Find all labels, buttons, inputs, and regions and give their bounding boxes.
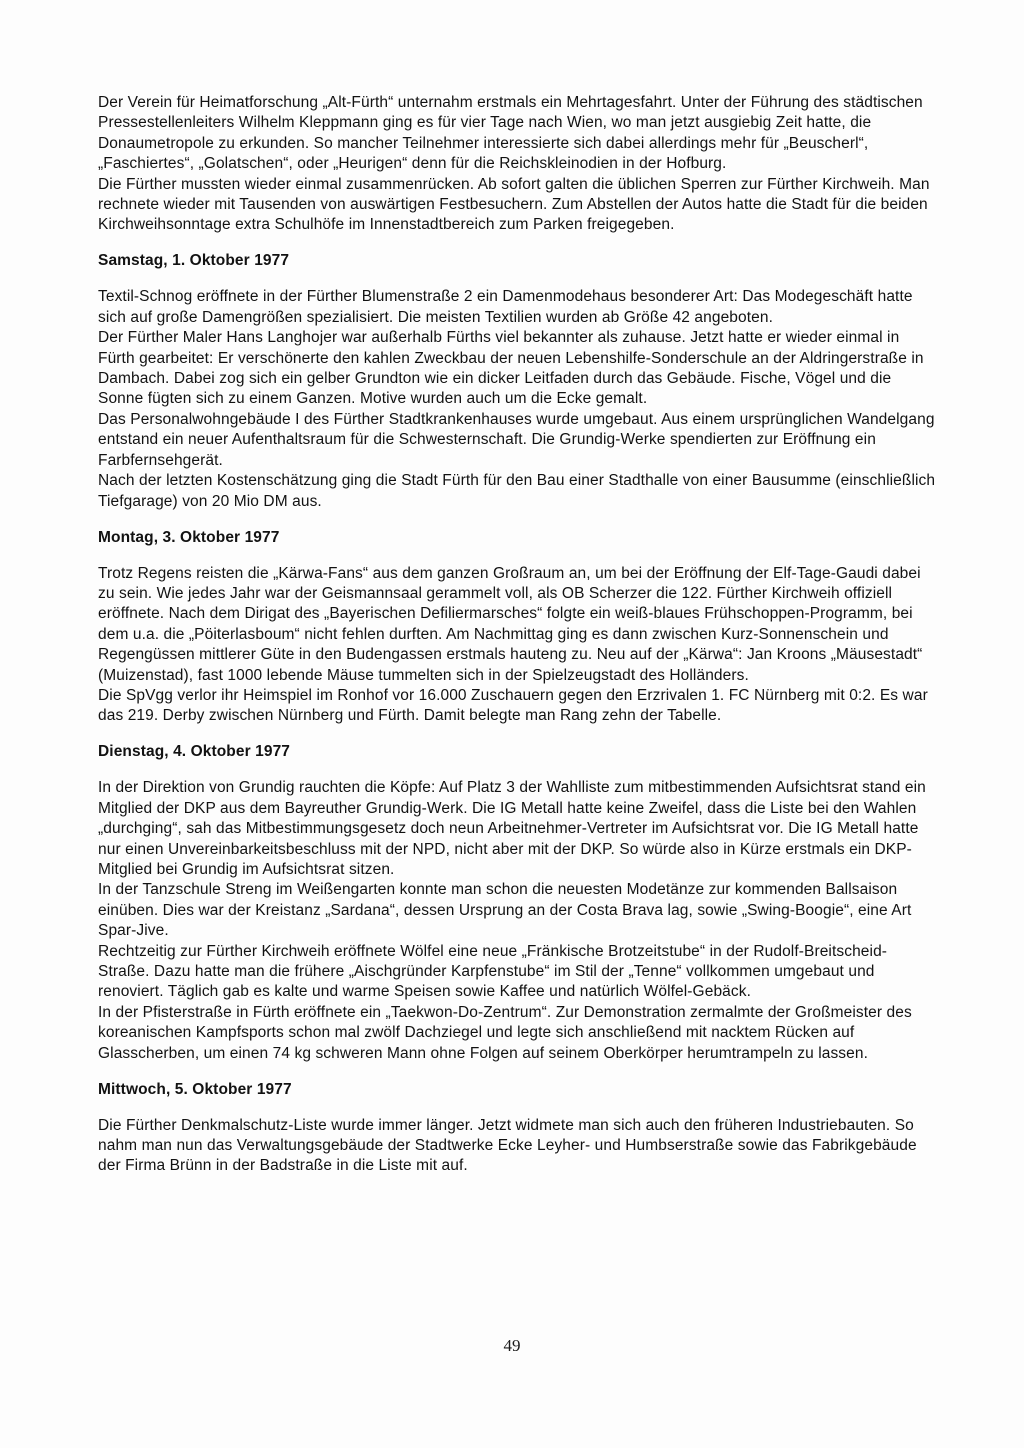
document-content xyxy=(98,93,936,1177)
body-paragraph: Das Personalwohngebäude I des Fürther Stadtkrankenhauses wurde umgebaut. Aus einem ursprünglichen Wandelgang entstand ein neuer Aufenthaltsraum für die Schwesternschaft. Die Grundig-Werke spendierten zur Eröffnung ein Farbfernsehgerät. xyxy=(98,410,935,469)
body-paragraph: In der Direktion von Grundig rauchten die Köpfe: Auf Platz 3 der Wahlliste zum mitbestimmenden Aufsichtsrat stand ein Mitglied der DKP aus dem Bayreuther Grundig-Werk. Die IG Metall hatte keine Zweifel, dass die Liste bei den Wahlen „durchging“, sah das Mitbestimmungsgesetz doch neun Arbeitnehmer-Vertreter im Aufsichtsrat vor. Die IG Metall hatte nur einen Unvereinbarkeitsbeschluss mit der NPD, nicht aber mit der DKP. So würde also in Kürze erstmals ein DKP-Mitglied bei Grundig im Aufsichtsrat sitzen. xyxy=(98,779,926,878)
body-paragraph: Die SpVgg verlor ihr Heimspiel im Ronhof vor 16.000 Zuschauern gegen den Erzrivalen 1. FC Nürnberg mit 0:2. Es war das 219. Derby zwischen Nürnberg und Fürth. Damit belegte man Rang zehn der Tabelle. xyxy=(98,686,928,725)
body-paragraph: Der Verein für Heimatforschung „Alt-Fürth“ unternahm erstmals ein Mehrtagesfahrt. Unter der Führung des städtischen Pressestellenleiters Wilhelm Kleppmann ging es für vier Tage nach Wien, wo man jetzt ausgiebig Zeit hatte, die Donaumetropole zu erkunden. So mancher Teilnehmer interessierte sich dabei allerdings mehr für „Beuscherl“, „Faschiertes“, „Golatschen“, oder „Heurigen“ denn für die Reichskleinodien in der Hofburg. xyxy=(98,94,923,173)
body-paragraph: Trotz Regens reisten die „Kärwa-Fans“ aus dem ganzen Großraum an, um bei der Eröffnung der Elf-Tage-Gaudi dabei zu sein. Wie jedes Jahr war der Geismannsaal gerammelt voll, als OB Scherzer die 122. Fürther Kirchweih offiziell eröffnete. Nach dem Dirigat des „Bayerischen Defiliermarsches“ folgte ein weiß-blaues Frühschoppen-Programm, bei dem u.a. die „Pöiterlasboum“ nicht fehlen durften. Am Nachmittag ging es dann zwischen Kurz-Sonnenschein und Regengüssen mittlerer Güte in den Budengassen erstmals hauteng zu. Neu auf der „Kärwa“: Jan Kroons „Mäusestadt“ (Muizenstad), fast 1000 lebende Mäuse tummelten sich in der Spielzeugstadt des Holländers. xyxy=(98,564,923,684)
section-heading: Mittwoch, 5. Oktober 1977 xyxy=(98,1080,292,1098)
section-heading: Montag, 3. Oktober 1977 xyxy=(98,528,280,546)
body-paragraph: In der Tanzschule Streng im Weißengarten konnte man schon die neuesten Modetänze zur kommenden Ballsaison einüben. Dies war der Kreistanz „Sardana“, dessen Ursprung an der Costa Brava lag, sowie „Swing-Boogie“, eine Art Spar-Jive. xyxy=(98,881,912,940)
section-heading: Dienstag, 4. Oktober 1977 xyxy=(98,743,291,761)
page-number: 49 xyxy=(503,1336,521,1355)
body-paragraph: Textil-Schnog eröffnete in der Fürther Blumenstraße 2 ein Damenmodehaus besonderer Art: Das Modegeschäft hatte sich auf große Damengrößen spezialisiert. Die meisten Textilien wurden ab Größe 42 angeboten. xyxy=(98,288,913,326)
body-paragraph: Die Fürther Denkmalschutz-Liste wurde immer länger. Jetzt widmete man sich auch den früheren Industriebauten. So nahm man nun das Verwaltungsgebäude der Stadtwerke Ecke Leyher- und Humbserstraße sowie das Fabrikgebäude der Firma Brünn in der Badstraße in die Liste mit auf. xyxy=(98,1116,917,1175)
body-paragraph: Die Fürther mussten wieder einmal zusammenrücken. Ab sofort galten die üblichen Sperren zur Fürther Kirchweih. Man rechnete wieder mit Tausenden von auswärtigen Festbesuchern. Zum Abstellen der Autos hatte die Stadt für die beiden Kirchweihsonntage extra Schulhöfe im Innenstadtbereich zum Parken freigegeben. xyxy=(98,175,930,234)
body-paragraph: Der Fürther Maler Hans Langhojer war außerhalb Fürths viel bekannter als zuhause. Jetzt hatte er wieder einmal in Fürth gearbeitet: Er verschönerte den kahlen Zweckbau der neuen Lebenshilfe-Sonderschule an der Aldringerstraße in Dambach. Dabei zog sich ein gelber Grundton wie ein dicker Leitfaden durch das Gebäude. Fische, Vögel und die Sonne fügten sich zu einem Ganzen. Motive wurden auch um die Ecke gemalt. xyxy=(98,329,924,408)
body-paragraph: Rechtzeitig zur Fürther Kirchweih eröffnete Wölfel eine neue „Fränkische Brotzeitstube“ in der Rudolf-Breitscheid-Straße. Dazu hatte man die frühere „Aischgründer Karpfenstube“ im Stil der „Tenne“ vollkommen umgebaut und renoviert. Täglich gab es kalte und warme Speisen sowie Kaffee und natürlich Wölfel-Gebäck. xyxy=(98,942,888,1001)
body-paragraph: In der Pfisterstraße in Fürth eröffnete ein „Taekwon-Do-Zentrum“. Zur Demonstration zermalmte der Großmeister des koreanischen Kampfsports schon mal zwölf Dachziegel und legte sich anschließend mit nacktem Rücken auf Glasscherben, um einen 74 kg schweren Mann ohne Folgen auf seinem Oberkörper herumtrampeln zu lassen. xyxy=(98,1003,912,1062)
body-paragraph: Nach der letzten Kostenschätzung ging die Stadt Fürth für den Bau einer Stadthalle von einer Bausumme (einschließlich Tiefgarage) von 20 Mio DM aus. xyxy=(98,472,936,510)
section-heading: Samstag, 1. Oktober 1977 xyxy=(98,252,290,270)
